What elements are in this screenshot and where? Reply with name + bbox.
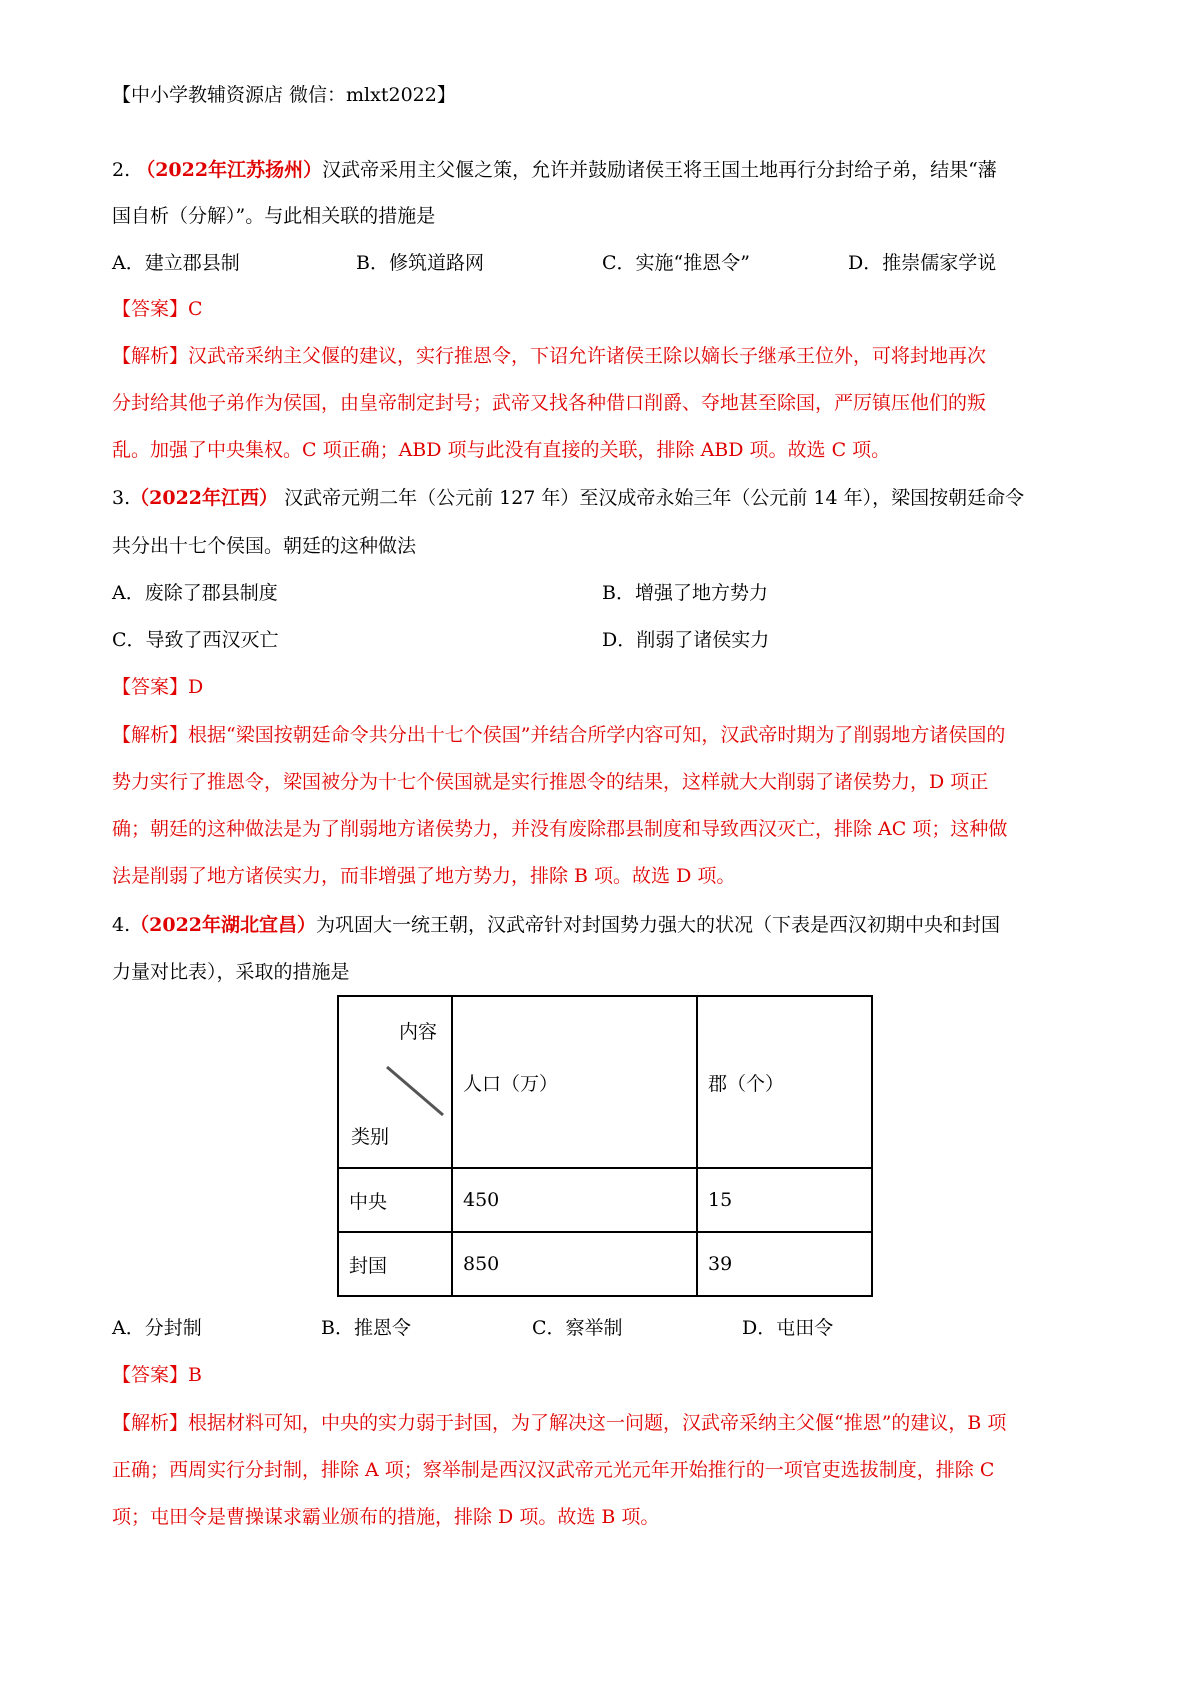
q2-option-b: B．修筑道路网 — [356, 252, 484, 274]
table-corner-cell — [338, 996, 452, 1168]
q4-option-b: B．推恩令 — [321, 1317, 411, 1339]
q3-stem-line2: 共分出十七个侯国。朝廷的这种做法 — [112, 535, 417, 557]
q3-analysis-line2: 势力实行了推恩令，梁国被分为十七个侯国就是实行推恩令的结果，这样就大大削弱了诸侯势力，D 项正 — [112, 771, 989, 793]
q4-analysis-line3: 项；屯田令是曹操谋求霸业颁布的措施，排除 D 项。故选 B 项。 — [112, 1506, 660, 1528]
q4-analysis-line1: 【解析】根据材料可知，中央的实力弱于封国，为了解决这一问题，汉武帝采纳主父偃“推恩”的建议，B 项 — [112, 1412, 1007, 1434]
row-commanderies: 39 — [697, 1232, 872, 1296]
row-commanderies: 15 — [697, 1168, 872, 1232]
q3-analysis-line3: 确；朝廷的这种做法是为了削弱地方诸侯势力，并没有废除郡县制度和导致西汉灭亡，排除 AC 项；这种做 — [112, 818, 1008, 840]
q3-option-c: C．导致了西汉灭亡 — [112, 629, 279, 651]
q2-number: 2. — [112, 159, 131, 181]
q4-number: 4. — [112, 914, 131, 936]
row-category: 中央 — [338, 1168, 452, 1232]
q3-analysis-line4: 法是削弱了地方诸侯实力，而非增强了地方势力，排除 B 项。故选 D 项。 — [112, 865, 736, 887]
q2-option-d: D．推崇儒家学说 — [848, 252, 997, 274]
q4-stem-text1: 为巩固大一统王朝，汉武帝针对封国势力强大的状况（下表是西汉初期中央和封国 — [316, 914, 1001, 936]
row-population: 850 — [452, 1232, 697, 1296]
q4-option-c: C．察举制 — [532, 1317, 623, 1339]
q3-source: （2022年江西） — [130, 487, 279, 509]
corner-label-content: 内容 — [398, 1021, 437, 1043]
q2-option-c: C．实施“推恩令” — [602, 252, 750, 274]
q3-number: 3. — [112, 487, 131, 509]
q4-source: （2022年湖北宜昌） — [130, 914, 317, 936]
q2-source: （2022年江苏扬州） — [136, 159, 323, 181]
q2-answer: 【答案】C — [112, 298, 203, 320]
row-population: 450 — [452, 1168, 697, 1232]
table-row — [338, 1168, 872, 1232]
q4-analysis-line2: 正确；西周实行分封制，排除 A 项；察举制是西汉汉武帝元光元年开始推行的一项官吏选拔制度，排除 C — [112, 1459, 995, 1481]
q4-answer: 【答案】B — [112, 1364, 202, 1386]
q3-stem-text1: 汉武帝元朔二年（公元前 127 年）至汉成帝永始三年（公元前 14 年），梁国按朝廷命令 — [284, 487, 1025, 509]
q3-answer: 【答案】D — [112, 676, 204, 698]
q3-stem-line1 — [112, 485, 1024, 511]
q2-option-a: A．建立郡县制 — [112, 252, 240, 274]
q4-option-a: A．分封制 — [112, 1317, 202, 1339]
q4-option-d: D．屯田令 — [742, 1317, 834, 1339]
q2-stem-line1 — [112, 157, 997, 183]
q3-option-d: D．削弱了诸侯实力 — [602, 629, 770, 651]
q2-analysis-line3: 乱。加强了中央集权。C 项正确；ABD 项与此没有直接的关联，排除 ABD 项。故选 C 项。 — [112, 439, 891, 461]
q2-analysis-line1: 【解析】汉武帝采纳主父偃的建议，实行推恩令，下诏允许诸侯王除以嫡长子继承王位外，可将封地再次 — [112, 345, 987, 367]
q3-option-a: A．废除了郡县制度 — [112, 582, 278, 604]
watermark-header: 【中小学教辅资源店 微信：mlxt2022】 — [112, 84, 456, 106]
q3-option-b: B．增强了地方势力 — [602, 582, 768, 604]
header-population: 人口（万） — [452, 996, 697, 1168]
q3-analysis-line1: 【解析】根据“梁国按朝廷命令共分出十七个侯国”并结合所学内容可知，汉武帝时期为了削弱地方诸侯国的 — [112, 724, 1006, 746]
q2-analysis-line2: 分封给其他子弟作为侯国，由皇帝制定封号；武帝又找各种借口削爵、夺地甚至除国，严厉镇压他们的叛 — [112, 392, 987, 414]
header-commanderies: 郡（个） — [697, 996, 872, 1168]
table-row — [338, 1232, 872, 1296]
corner-label-category: 类别 — [351, 1126, 390, 1148]
q2-stem-text1: 汉武帝采用主父偃之策，允许并鼓励诸侯王将王国土地再行分封给子弟，结果“藩 — [322, 159, 997, 181]
q2-stem-line2: 国自析（分解）”。与此相关联的措施是 — [112, 205, 436, 227]
q4-stem-line1 — [112, 912, 1000, 938]
q4-comparison-table — [337, 995, 873, 1297]
table-header-row — [338, 996, 872, 1168]
q4-stem-line2: 力量对比表），采取的措施是 — [112, 961, 350, 983]
row-category: 封国 — [338, 1232, 452, 1296]
